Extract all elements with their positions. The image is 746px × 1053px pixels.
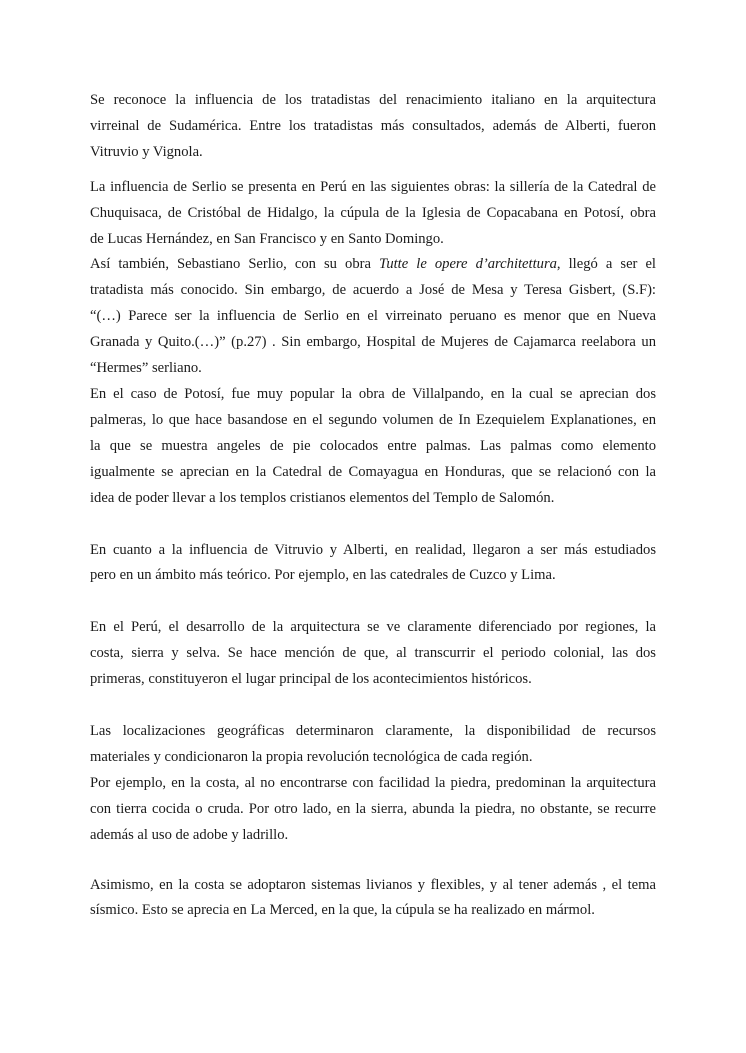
text-line: palmeras, lo que hace basandose en el segundo volumen de In Ezequielem Explanationes, en <box>90 411 656 428</box>
text-line <box>90 252 656 278</box>
text-line: En el caso de Potosí, fue muy popular la obra de Villalpando, en la cual se aprecian dos <box>90 385 656 402</box>
paragraph-6 <box>90 538 656 590</box>
text-run: , llegó a ser el <box>556 256 656 273</box>
text-line: virreinal de Sudamérica. Entre los tratadistas más consultados, además de Alberti, fueron <box>90 117 656 134</box>
text-line: En el Perú, el desarrollo de la arquitectura se ve claramente diferenciado por regiones, la <box>90 619 656 636</box>
text-run: Así también, Sebastiano Serlio, con su obra <box>90 256 380 273</box>
text-line: Vitruvio y Vignola. <box>90 143 203 160</box>
paragraph-3 <box>90 252 656 304</box>
text-line: de Lucas Hernández, en San Francisco y en Santo Domingo. <box>90 230 444 247</box>
text-line: costa, sierra y selva. Se hace mención de que, al transcurrir el periodo colonial, las dos <box>90 645 656 662</box>
text-line: sísmico. Esto se aprecia en La Merced, en la que, la cúpula se ha realizado en mármol. <box>90 902 595 919</box>
paragraph-1 <box>90 88 656 166</box>
paragraph-4-quote <box>90 304 656 382</box>
text-line: además al uso de adobe y ladrillo. <box>90 826 289 843</box>
text-line: “(…) Parece ser la influencia de Serlio en el virreinato peruano es menor que en Nueva <box>90 308 656 325</box>
text-line: tratadista más conocido. Sin embargo, de acuerdo a José de Mesa y Teresa Gisbert, (S.F): <box>90 282 656 299</box>
text-line: Las localizaciones geográficas determinaron claramente, la disponibilidad de recursos <box>90 723 656 740</box>
text-line: primeras, constituyeron el lugar principal de los acontecimientos históricos. <box>90 671 532 688</box>
text-line: Asimismo, en la costa se adoptaron sistemas livianos y flexibles, y al tener además , el tema <box>90 876 656 893</box>
text-line: La influencia de Serlio se presenta en Perú en las siguientes obras: la sillería de la Catedral de <box>90 178 656 195</box>
paragraph-7 <box>90 615 656 693</box>
paragraph-5 <box>90 382 656 512</box>
text-line: idea de poder llevar a los templos cristianos elementos del Templo de Salomón. <box>90 489 555 506</box>
book-title: Tutte le opere d’architettura <box>379 256 557 273</box>
text-line: Granada y Quito.(…)” (p.27) . Sin embargo, Hospital de Mujeres de Cajamarca reelabora un <box>90 334 656 351</box>
text-line: la que se muestra angeles de pie colocados entre palmas. Las palmas como elemento <box>90 437 656 454</box>
text-line: Por ejemplo, en la costa, al no encontrarse con facilidad la piedra, predominan la arquitectura <box>90 774 656 791</box>
paragraph-9 <box>90 771 656 849</box>
paragraph-8 <box>90 719 656 771</box>
text-line: En cuanto a la influencia de Vitruvio y Alberti, en realidad, llegaron a ser más estudiados <box>90 541 656 558</box>
text-line: pero en un ámbito más teórico. Por ejemplo, en las catedrales de Cuzco y Lima. <box>90 567 556 584</box>
text-line: “Hermes” serliano. <box>90 360 202 377</box>
document-body <box>90 88 656 924</box>
text-line: con tierra cocida o cruda. Por otro lado, en la sierra, abunda la piedra, no obstante, se recurre <box>90 800 656 817</box>
text-line: igualmente se aprecian en la Catedral de Comayagua en Honduras, que se relacionó con la <box>90 463 656 480</box>
text-line: materiales y condicionaron la propia revolución tecnológica de cada región. <box>90 748 533 765</box>
text-line: Chuquisaca, de Cristóbal de Hidalgo, la cúpula de la Iglesia de Copacabana en Potosí, obra <box>90 204 656 221</box>
text-line: Se reconoce la influencia de los tratadistas del renacimiento italiano en la arquitectura <box>90 92 656 108</box>
paragraph-2 <box>90 175 656 253</box>
paragraph-10 <box>90 873 656 925</box>
